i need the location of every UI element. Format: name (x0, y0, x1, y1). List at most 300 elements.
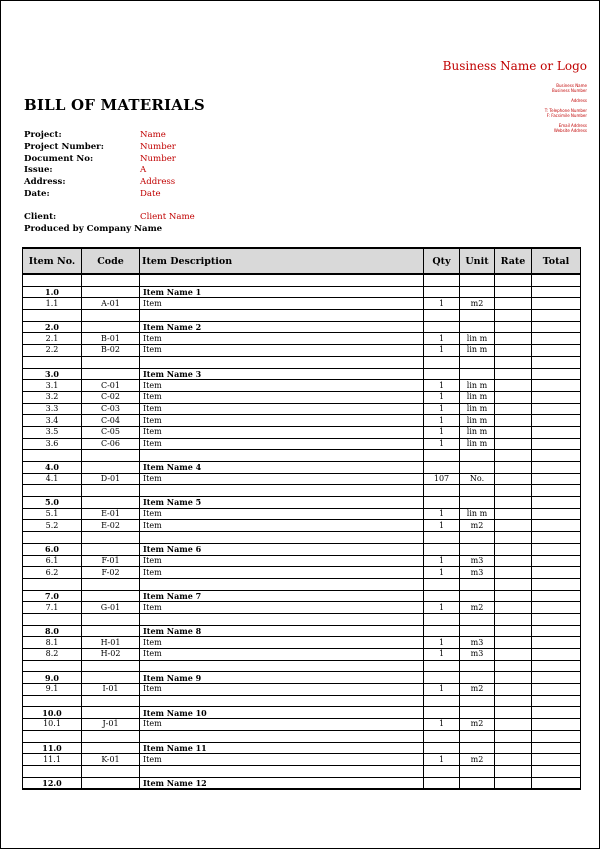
business-email-line: Email Address (558, 123, 587, 128)
table-cell (424, 368, 460, 380)
item-number: 3.2 (23, 391, 82, 403)
section-number: 12.0 (23, 777, 82, 789)
table-cell (460, 625, 495, 637)
table-row-blank (23, 695, 581, 707)
item-total (532, 391, 581, 403)
table-cell (495, 707, 532, 719)
section-name: Item Name 1 (140, 286, 424, 298)
table-cell (424, 462, 460, 474)
table-cell (23, 485, 82, 497)
table-cell (82, 672, 140, 684)
project-field-value: Name (140, 130, 166, 140)
item-code: B-02 (82, 345, 140, 357)
item-number: 5.2 (23, 520, 82, 532)
table-cell (82, 777, 140, 789)
table-cell (140, 613, 424, 625)
item-qty: 1 (424, 415, 460, 427)
produced-by: Produced by Company Name (24, 224, 163, 235)
item-qty: 107 (424, 473, 460, 485)
section-row (23, 707, 581, 719)
table-cell (460, 532, 495, 544)
item-code: E-02 (82, 520, 140, 532)
item-unit: lin m (460, 403, 495, 415)
item-unit: m2 (460, 754, 495, 766)
project-field-value: Address (140, 177, 176, 188)
item-rate (495, 555, 532, 567)
col-header-item-no: Item No. (23, 248, 82, 274)
table-cell (424, 321, 460, 333)
table-row (23, 602, 581, 614)
table-cell (23, 274, 82, 286)
table-cell (23, 356, 82, 368)
item-unit: lin m (460, 508, 495, 520)
item-unit: lin m (460, 333, 495, 345)
item-code: J-01 (82, 719, 140, 731)
table-row-blank (23, 450, 581, 462)
table-cell (532, 450, 581, 462)
table-cell (424, 672, 460, 684)
item-rate (495, 438, 532, 450)
table-cell (495, 613, 532, 625)
table-cell (424, 497, 460, 509)
table-cell (460, 310, 495, 322)
section-row (23, 368, 581, 380)
item-qty: 1 (424, 508, 460, 520)
table-row (23, 520, 581, 532)
item-total (532, 637, 581, 649)
section-number: 6.0 (23, 543, 82, 555)
item-code: G-01 (82, 602, 140, 614)
document-title: BILL OF MATERIALS (24, 96, 205, 114)
section-row (23, 590, 581, 602)
section-row (23, 321, 581, 333)
table-row (23, 567, 581, 579)
section-name: Item Name 2 (140, 321, 424, 333)
table-row (23, 391, 581, 403)
item-total (532, 426, 581, 438)
table-row-blank (23, 274, 581, 286)
item-number: 9.1 (23, 684, 82, 696)
item-description: Item (140, 567, 424, 579)
table-row-blank (23, 613, 581, 625)
item-total (532, 602, 581, 614)
table-cell (532, 321, 581, 333)
client-value: Client Name (140, 212, 195, 223)
table-cell (424, 707, 460, 719)
table-cell (495, 730, 532, 742)
item-unit: m3 (460, 637, 495, 649)
table-cell (460, 356, 495, 368)
table-cell (460, 368, 495, 380)
section-number: 10.0 (23, 707, 82, 719)
table-cell (140, 765, 424, 777)
project-field-value: Number (140, 153, 176, 164)
item-code: K-01 (82, 754, 140, 766)
table-cell (460, 660, 495, 672)
section-number: 5.0 (23, 497, 82, 509)
table-row (23, 426, 581, 438)
item-unit: m2 (460, 298, 495, 310)
item-qty: 1 (424, 333, 460, 345)
table-cell (495, 450, 532, 462)
item-qty: 1 (424, 380, 460, 392)
table-cell (82, 742, 140, 754)
item-code: H-01 (82, 637, 140, 649)
section-row (23, 497, 581, 509)
table-cell (82, 462, 140, 474)
table-row (23, 649, 581, 661)
table-row (23, 415, 581, 427)
section-row (23, 742, 581, 754)
item-rate (495, 415, 532, 427)
item-description: Item (140, 333, 424, 345)
item-rate (495, 520, 532, 532)
item-description: Item (140, 345, 424, 357)
table-cell (424, 777, 460, 789)
client-label: Client: (24, 212, 57, 223)
item-qty: 1 (424, 602, 460, 614)
table-cell (495, 672, 532, 684)
col-header-qty: Qty (424, 248, 460, 274)
table-cell (495, 485, 532, 497)
item-code: H-02 (82, 649, 140, 661)
table-cell (532, 532, 581, 544)
item-qty: 1 (424, 298, 460, 310)
table-cell (82, 695, 140, 707)
item-total (532, 508, 581, 520)
section-name: Item Name 11 (140, 742, 424, 754)
table-row-blank (23, 532, 581, 544)
section-number: 4.0 (23, 462, 82, 474)
table-row-blank (23, 765, 581, 777)
item-description: Item (140, 426, 424, 438)
item-unit: lin m (460, 380, 495, 392)
col-header-description: Item Description (140, 248, 424, 274)
table-cell (82, 356, 140, 368)
table-cell (532, 368, 581, 380)
item-total (532, 754, 581, 766)
item-description: Item (140, 520, 424, 532)
table-cell (532, 777, 581, 789)
table-cell (495, 274, 532, 286)
table-cell (532, 543, 581, 555)
table-cell (532, 742, 581, 754)
bill-of-materials-table (22, 247, 581, 790)
table-row-blank (23, 730, 581, 742)
table-cell (82, 660, 140, 672)
table-cell (532, 497, 581, 509)
item-qty: 1 (424, 719, 460, 731)
table-cell (532, 286, 581, 298)
table-cell (460, 286, 495, 298)
table-cell (532, 672, 581, 684)
table-cell (23, 765, 82, 777)
table-cell (460, 590, 495, 602)
item-total (532, 567, 581, 579)
table-cell (140, 274, 424, 286)
table-row-blank (23, 356, 581, 368)
item-code: F-02 (82, 567, 140, 579)
table-row (23, 473, 581, 485)
table-cell (460, 730, 495, 742)
item-description: Item (140, 602, 424, 614)
item-code: C-01 (82, 380, 140, 392)
item-total (532, 719, 581, 731)
project-field-label: Address: (24, 177, 66, 188)
item-rate (495, 754, 532, 766)
item-description: Item (140, 649, 424, 661)
item-description: Item (140, 380, 424, 392)
item-rate (495, 391, 532, 403)
item-description: Item (140, 555, 424, 567)
project-field-label: Date: (24, 188, 50, 199)
item-code: B-01 (82, 333, 140, 345)
item-total (532, 649, 581, 661)
section-number: 8.0 (23, 625, 82, 637)
section-name: Item Name 5 (140, 497, 424, 509)
table-row (23, 333, 581, 345)
item-description: Item (140, 684, 424, 696)
document-no-field (24, 154, 195, 166)
item-qty: 1 (424, 403, 460, 415)
table-cell (532, 660, 581, 672)
table-cell (424, 625, 460, 637)
table-row (23, 637, 581, 649)
item-unit: lin m (460, 345, 495, 357)
item-unit: m3 (460, 555, 495, 567)
project-number-field (24, 142, 195, 154)
table-header-row (23, 248, 581, 274)
item-description: Item (140, 438, 424, 450)
item-rate (495, 298, 532, 310)
item-unit: m2 (460, 719, 495, 731)
project-field (24, 130, 195, 142)
item-rate (495, 684, 532, 696)
item-number: 6.1 (23, 555, 82, 567)
table-cell (23, 310, 82, 322)
item-number: 2.1 (23, 333, 82, 345)
table-cell (495, 590, 532, 602)
item-unit: m3 (460, 649, 495, 661)
section-row (23, 777, 581, 789)
item-number: 8.1 (23, 637, 82, 649)
table-row (23, 754, 581, 766)
item-number: 8.2 (23, 649, 82, 661)
table-cell (140, 730, 424, 742)
item-qty: 1 (424, 391, 460, 403)
table-cell (424, 286, 460, 298)
table-cell (140, 450, 424, 462)
business-fax-line: F: Facsimile Number (546, 113, 587, 118)
table-cell (82, 321, 140, 333)
table-cell (23, 660, 82, 672)
section-number: 1.0 (23, 286, 82, 298)
table-cell (82, 625, 140, 637)
section-row (23, 286, 581, 298)
table-cell (140, 485, 424, 497)
table-row (23, 719, 581, 731)
table-cell (495, 356, 532, 368)
table-cell (532, 578, 581, 590)
item-code: C-03 (82, 403, 140, 415)
item-unit: lin m (460, 426, 495, 438)
table-cell (424, 543, 460, 555)
table-cell (532, 613, 581, 625)
table-cell (424, 578, 460, 590)
item-number: 3.5 (23, 426, 82, 438)
item-number: 3.6 (23, 438, 82, 450)
item-description: Item (140, 403, 424, 415)
item-total (532, 380, 581, 392)
item-qty: 1 (424, 637, 460, 649)
section-name: Item Name 7 (140, 590, 424, 602)
table-cell (424, 532, 460, 544)
table-cell (424, 613, 460, 625)
item-unit: lin m (460, 415, 495, 427)
table-cell (23, 730, 82, 742)
item-unit: m2 (460, 602, 495, 614)
table-cell (82, 590, 140, 602)
item-rate (495, 380, 532, 392)
table-cell (82, 485, 140, 497)
section-number: 9.0 (23, 672, 82, 684)
section-row (23, 625, 581, 637)
table-cell (23, 450, 82, 462)
table-cell (424, 765, 460, 777)
table-cell (495, 660, 532, 672)
table-cell (495, 578, 532, 590)
item-code: A-01 (82, 298, 140, 310)
business-details (545, 83, 587, 133)
item-qty: 1 (424, 426, 460, 438)
section-row (23, 462, 581, 474)
table-cell (23, 532, 82, 544)
item-qty: 1 (424, 684, 460, 696)
table-cell (532, 356, 581, 368)
item-code: C-06 (82, 438, 140, 450)
item-description: Item (140, 508, 424, 520)
table-cell (82, 497, 140, 509)
item-code: C-04 (82, 415, 140, 427)
table-cell (460, 707, 495, 719)
item-description: Item (140, 637, 424, 649)
item-rate (495, 649, 532, 661)
table-cell (495, 695, 532, 707)
table-row-blank (23, 660, 581, 672)
item-rate (495, 602, 532, 614)
table-cell (532, 695, 581, 707)
table-cell (460, 462, 495, 474)
item-rate (495, 567, 532, 579)
item-number: 2.2 (23, 345, 82, 357)
table-cell (140, 356, 424, 368)
table-cell (82, 310, 140, 322)
table-row (23, 508, 581, 520)
project-field-label: Project: (24, 130, 62, 140)
item-code: F-01 (82, 555, 140, 567)
item-rate (495, 403, 532, 415)
table-cell (495, 368, 532, 380)
item-qty: 1 (424, 438, 460, 450)
table-cell (140, 310, 424, 322)
address-field (24, 177, 195, 189)
business-logo-text: Business Name or Logo (442, 59, 587, 73)
item-total (532, 555, 581, 567)
table-row-blank (23, 485, 581, 497)
table-row (23, 555, 581, 567)
table-row (23, 403, 581, 415)
table-cell (495, 532, 532, 544)
table-cell (82, 707, 140, 719)
client-field (24, 212, 195, 224)
item-code: D-01 (82, 473, 140, 485)
project-field-label: Issue: (24, 165, 53, 176)
item-rate (495, 508, 532, 520)
table-cell (82, 543, 140, 555)
item-rate (495, 345, 532, 357)
section-name: Item Name 8 (140, 625, 424, 637)
item-total (532, 415, 581, 427)
table-cell (460, 485, 495, 497)
item-qty: 1 (424, 649, 460, 661)
item-description: Item (140, 298, 424, 310)
table-cell (82, 578, 140, 590)
table-cell (495, 462, 532, 474)
table-row (23, 684, 581, 696)
issue-field (24, 165, 195, 177)
table-row (23, 345, 581, 357)
item-rate (495, 473, 532, 485)
business-name-line: Business Name (556, 83, 587, 88)
item-total (532, 438, 581, 450)
section-name: Item Name 6 (140, 543, 424, 555)
item-total (532, 345, 581, 357)
table-cell (460, 497, 495, 509)
item-total (532, 520, 581, 532)
table-cell (82, 532, 140, 544)
table-row (23, 380, 581, 392)
item-number: 3.4 (23, 415, 82, 427)
table-cell (460, 543, 495, 555)
table-cell (532, 707, 581, 719)
table-row (23, 438, 581, 450)
table-cell (532, 765, 581, 777)
col-header-code: Code (82, 248, 140, 274)
table-cell (460, 695, 495, 707)
table-cell (82, 274, 140, 286)
item-number: 4.1 (23, 473, 82, 485)
section-number: 7.0 (23, 590, 82, 602)
item-number: 6.2 (23, 567, 82, 579)
table-cell (140, 695, 424, 707)
project-field-label: Project Number: (24, 141, 104, 152)
item-unit: m2 (460, 520, 495, 532)
table-cell (460, 765, 495, 777)
table-cell (82, 765, 140, 777)
table-cell (532, 485, 581, 497)
table-cell (495, 742, 532, 754)
item-description: Item (140, 719, 424, 731)
item-rate (495, 333, 532, 345)
table-cell (140, 660, 424, 672)
table-cell (460, 578, 495, 590)
table-cell (424, 450, 460, 462)
project-field-value: A (140, 165, 147, 176)
table-cell (495, 625, 532, 637)
item-number: 10.1 (23, 719, 82, 731)
item-number: 3.3 (23, 403, 82, 415)
table-cell (424, 356, 460, 368)
